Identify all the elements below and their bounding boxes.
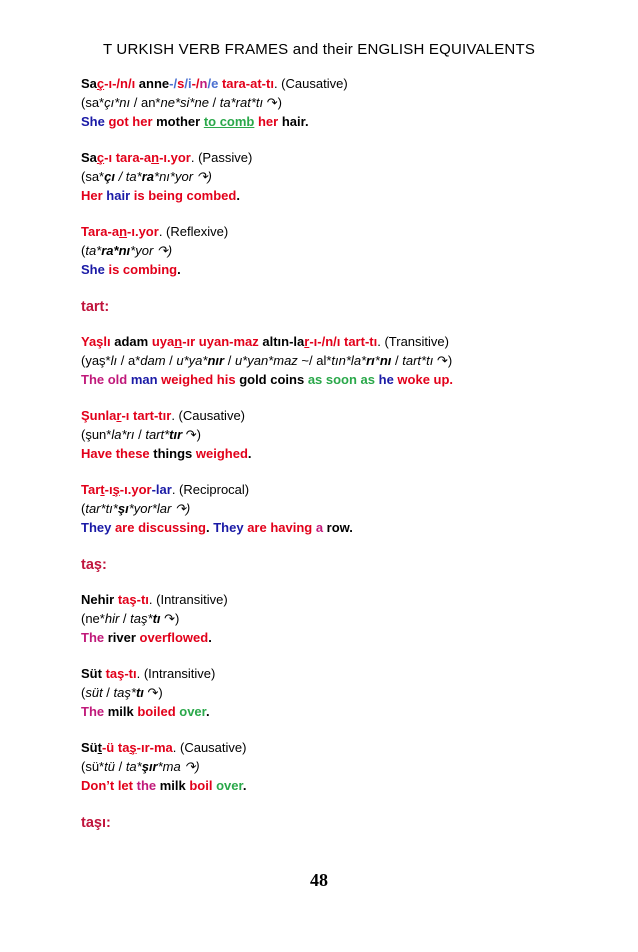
text-segment: -/ <box>169 76 178 91</box>
turkish-sentence <box>81 406 561 425</box>
example-entry <box>81 74 561 131</box>
example-entry <box>81 222 561 279</box>
text-segment: uya <box>148 334 175 349</box>
text-segment: r <box>116 408 122 423</box>
text-segment: ↷) <box>263 95 282 110</box>
syllable-breakdown <box>81 609 561 628</box>
text-segment: la*rı <box>111 427 135 442</box>
text-segment: tü <box>104 759 115 774</box>
text-segment: *nı*yor ↷) <box>154 169 212 184</box>
text-segment: ra <box>141 169 155 184</box>
text-segment: -ı.yor <box>119 482 152 497</box>
text-segment: hir <box>104 611 120 626</box>
text-segment: tart* <box>145 427 170 442</box>
text-segment: /i <box>184 76 192 91</box>
text-segment: ne*si*ne <box>160 95 209 110</box>
text-segment: taş* <box>130 611 153 626</box>
text-segment: adam <box>110 334 149 349</box>
text-segment: Yaşlı <box>81 334 111 349</box>
text-segment: . <box>206 704 210 719</box>
text-segment: weighed his <box>157 372 236 387</box>
text-segment: boil <box>185 778 213 793</box>
text-segment: çı*nı <box>104 95 131 110</box>
text-segment: lı <box>110 353 118 368</box>
text-segment: (ne* <box>81 611 105 626</box>
example-entry <box>81 664 561 721</box>
turkish-sentence <box>81 332 561 351</box>
example-entry <box>81 590 561 647</box>
text-segment: ta* <box>125 759 142 774</box>
text-segment: woke up. <box>393 372 454 387</box>
text-segment: got her <box>104 114 157 129</box>
example-entry <box>81 332 561 389</box>
page-header: T URKISH VERB FRAMES and their ENGLISH EQUIVALENTS <box>102 41 536 58</box>
text-segment: over <box>212 778 243 793</box>
text-segment: milk <box>104 704 134 719</box>
text-segment: is combing <box>104 262 178 277</box>
text-segment: Her <box>81 188 103 203</box>
text-segment: taş-tı <box>114 592 149 607</box>
text-segment: . (Reciprocal) <box>171 482 250 497</box>
text-segment: Sa <box>81 150 97 165</box>
text-segment: tır <box>169 427 183 442</box>
text-segment: -ı <box>121 408 130 423</box>
text-segment: / an* <box>130 95 161 110</box>
text-segment: (sa* <box>81 169 105 184</box>
turkish-sentence <box>81 738 561 757</box>
syllable-breakdown <box>81 499 561 518</box>
text-segment: -ır uyan-maz <box>182 334 259 349</box>
text-segment: . (Causative) <box>171 408 246 423</box>
text-segment: / <box>102 685 114 700</box>
text-segment: taş* <box>113 685 136 700</box>
text-segment: The old <box>81 372 128 387</box>
text-segment: -ü <box>101 740 115 755</box>
text-segment: (yaş* <box>81 353 111 368</box>
text-segment: Şunla <box>81 408 117 423</box>
text-segment: s <box>177 76 185 91</box>
text-segment: They <box>213 520 244 535</box>
text-segment: are having <box>243 520 313 535</box>
text-segment: ç <box>96 76 105 91</box>
text-segment: Nehir <box>81 592 115 607</box>
syllable-breakdown <box>81 167 561 186</box>
text-segment: / <box>391 353 403 368</box>
text-segment: / <box>119 611 131 626</box>
text-segment: . <box>236 188 240 203</box>
text-segment: . (Reflexive) <box>158 224 229 239</box>
turkish-sentence <box>81 590 561 609</box>
text-segment: Tar <box>81 482 101 497</box>
text-segment: -/ <box>191 76 200 91</box>
text-segment: . <box>242 778 247 793</box>
text-segment: boiled <box>133 704 176 719</box>
text-segment: overflowed <box>135 630 209 645</box>
english-translation <box>81 518 561 537</box>
text-segment: çı <box>104 169 115 184</box>
text-segment: her <box>254 114 279 129</box>
verb-headword: taş: <box>81 557 107 573</box>
text-segment: dam <box>140 353 166 368</box>
text-segment: / <box>134 427 146 442</box>
text-segment: n <box>119 224 128 239</box>
text-segment: . <box>206 520 214 535</box>
text-segment: row. <box>323 520 353 535</box>
text-segment: things <box>149 446 193 461</box>
text-segment: ( <box>81 501 86 516</box>
text-segment: to comb <box>203 114 255 129</box>
example-entry <box>81 480 561 537</box>
syllable-breakdown <box>81 93 561 112</box>
text-segment: tart-tır <box>129 408 172 423</box>
english-translation <box>81 702 561 721</box>
text-segment: anne <box>135 76 170 91</box>
text-segment: / <box>165 353 177 368</box>
text-segment: taş-tı <box>101 666 137 681</box>
text-segment: . <box>177 262 181 277</box>
text-segment: tı <box>135 685 144 700</box>
english-translation <box>81 444 561 463</box>
text-segment: şı <box>117 501 129 516</box>
text-segment: / a* <box>117 353 141 368</box>
english-translation <box>81 112 561 131</box>
text-segment: / <box>224 353 235 368</box>
turkish-sentence <box>81 222 561 241</box>
turkish-sentence <box>81 74 561 93</box>
text-segment: tar*tı* <box>85 501 118 516</box>
text-segment: as soon as <box>304 372 376 387</box>
text-segment: milk <box>156 778 186 793</box>
text-segment: ş <box>112 482 120 497</box>
text-segment: r <box>304 334 310 349</box>
text-segment: ( <box>81 243 86 258</box>
text-segment: . (Causative) <box>172 740 247 755</box>
text-segment: -ı <box>104 150 113 165</box>
text-segment: . (Passive) <box>190 150 253 165</box>
english-translation <box>81 370 561 389</box>
syllable-breakdown <box>81 241 561 260</box>
text-segment: . <box>247 446 252 461</box>
text-segment: tara-at-tı <box>218 76 274 91</box>
english-translation <box>81 628 561 647</box>
text-segment: gold coins <box>235 372 305 387</box>
text-segment: ↷) <box>160 611 180 626</box>
text-segment: are discussing <box>111 520 206 535</box>
text-segment: the <box>133 778 157 793</box>
text-segment: weighed <box>192 446 248 461</box>
text-segment: ta* <box>85 243 102 258</box>
text-segment: (sü* <box>81 759 105 774</box>
turkish-sentence <box>81 664 561 683</box>
text-segment: . (Intransitive) <box>136 666 216 681</box>
text-segment: Don’t let <box>81 778 133 793</box>
document-body <box>81 74 561 848</box>
text-segment: tart*tı <box>402 353 434 368</box>
text-segment: river <box>104 630 136 645</box>
text-segment: süt <box>85 685 103 700</box>
text-segment: is being combed <box>130 188 237 203</box>
text-segment: They <box>81 520 112 535</box>
text-segment: ~/ al* <box>297 353 332 368</box>
text-segment: ↷) <box>433 353 453 368</box>
text-segment: ↷) <box>182 427 202 442</box>
english-translation <box>81 776 561 795</box>
text-segment: / ta* <box>114 169 142 184</box>
text-segment: n <box>199 76 208 91</box>
text-segment: She <box>81 114 105 129</box>
text-segment: -ır-ma <box>136 740 173 755</box>
text-segment: man <box>127 372 158 387</box>
text-segment: şır <box>141 759 158 774</box>
text-segment: over <box>175 704 206 719</box>
syllable-breakdown <box>81 425 561 444</box>
text-segment: Tara-a <box>81 224 120 239</box>
example-entry <box>81 738 561 795</box>
text-segment: *yor ↷) <box>130 243 173 258</box>
text-segment: . (Causative) <box>273 76 348 91</box>
text-segment: ta <box>114 740 130 755</box>
text-segment: ↷) <box>143 685 163 700</box>
text-segment: -ı-/n/ı <box>104 76 136 91</box>
text-segment: altın-la <box>258 334 305 349</box>
text-segment: u*yan*maz <box>234 353 298 368</box>
syllable-breakdown <box>81 351 561 370</box>
text-segment: (şun* <box>81 427 112 442</box>
example-entry <box>81 148 561 205</box>
text-segment: ç <box>96 150 105 165</box>
text-segment: t <box>100 482 105 497</box>
text-segment: tı <box>152 611 161 626</box>
text-segment: / <box>208 95 220 110</box>
text-segment: rı <box>366 353 375 368</box>
syllable-breakdown <box>81 683 561 702</box>
text-segment: n <box>151 150 160 165</box>
text-segment: -ı-/n/ı <box>309 334 341 349</box>
turkish-sentence <box>81 480 561 499</box>
text-segment: -ı.yor <box>127 224 159 239</box>
text-segment: u*ya* <box>176 353 208 368</box>
text-segment: . (Intransitive) <box>148 592 228 607</box>
text-segment: Sü <box>81 740 98 755</box>
verb-headword: taşı: <box>81 815 111 831</box>
text-segment: *yor*lar ↷) <box>128 501 191 516</box>
text-segment: hair <box>102 188 131 203</box>
text-segment: ta*rat*tı <box>219 95 264 110</box>
text-segment: nır <box>207 353 225 368</box>
text-segment: Have these <box>81 446 150 461</box>
text-segment: Sa <box>81 76 97 91</box>
text-segment: The <box>81 630 105 645</box>
text-segment: a <box>312 520 324 535</box>
syllable-breakdown <box>81 757 561 776</box>
text-segment: he <box>375 372 394 387</box>
text-segment: ş <box>129 740 137 755</box>
turkish-sentence <box>81 148 561 167</box>
text-segment: Süt <box>81 666 102 681</box>
text-segment: mother <box>156 114 201 129</box>
text-segment: The <box>81 704 105 719</box>
verb-headword: tart: <box>81 299 110 315</box>
text-segment: -lar <box>151 482 172 497</box>
text-segment: /e <box>207 76 219 91</box>
text-segment: ra*nı <box>101 243 131 258</box>
text-segment: -ı <box>104 482 113 497</box>
text-segment: nı <box>379 353 392 368</box>
page-number: 48 <box>310 870 328 890</box>
text-segment: tart-tı <box>340 334 378 349</box>
text-segment: n <box>174 334 183 349</box>
text-segment: t <box>97 740 102 755</box>
text-segment: . <box>208 630 212 645</box>
text-segment: (sa* <box>81 95 105 110</box>
text-segment: hair. <box>278 114 309 129</box>
text-segment: / <box>114 759 126 774</box>
text-segment: * <box>374 353 380 368</box>
text-segment: She <box>81 262 105 277</box>
example-entry <box>81 406 561 463</box>
text-segment: tara-a <box>112 150 152 165</box>
text-segment: -ı.yor <box>159 150 191 165</box>
text-segment: *ma ↷) <box>157 759 200 774</box>
text-segment: . (Transitive) <box>377 334 449 349</box>
english-translation <box>81 260 561 279</box>
text-segment: tın*la* <box>331 353 367 368</box>
english-translation <box>81 186 561 205</box>
text-segment: ( <box>81 685 86 700</box>
